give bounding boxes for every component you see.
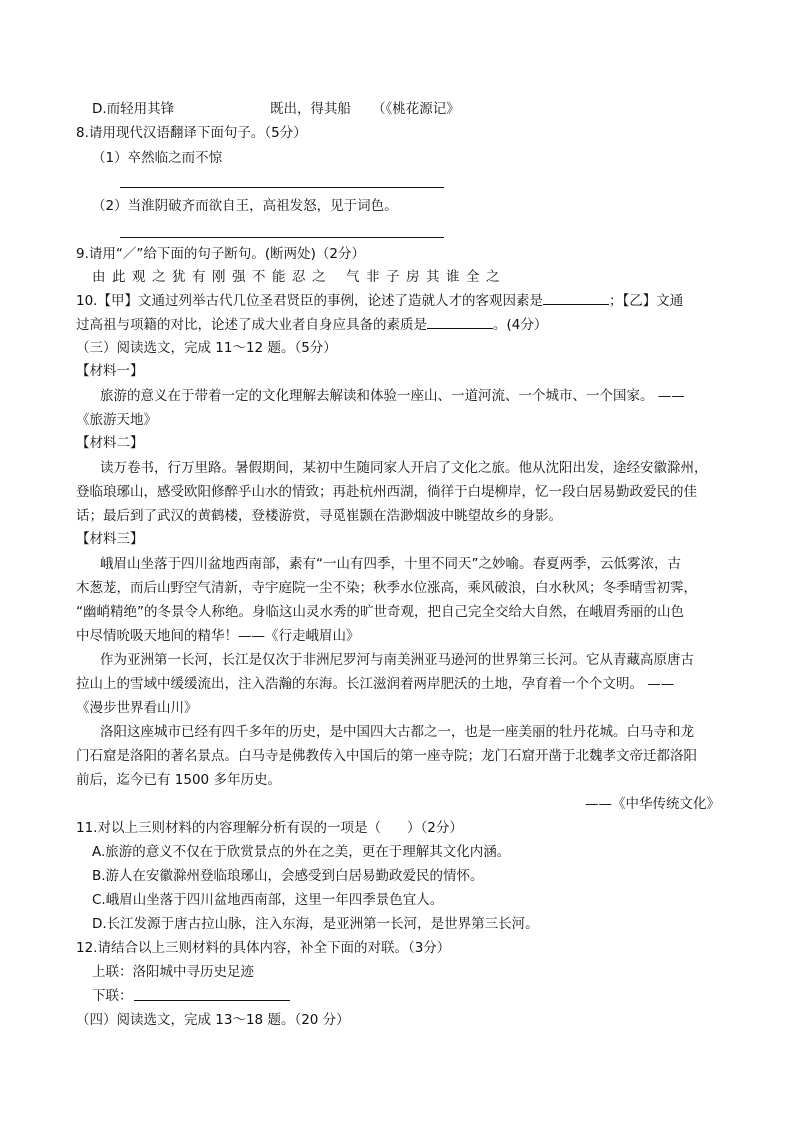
q11-option-a: A.旅游的意义不仅在于欣赏景点的外在之美，更在于理解其文化内涵。 [92, 844, 511, 860]
q11-option-c: C.峨眉山坐落于四川盆地西南部，这里一年四季景色宜人。 [92, 892, 444, 908]
material-3-line-8: 洛阳这座城市已经有四千多年的历史，是中国四大古都之一，也是一座美丽的牡丹花城。白马寺和龙 [100, 724, 694, 740]
material-3-line-10: 前后，迄今已有 1500 多年历史。 [76, 772, 281, 788]
material-3-line-4: 中尽情吮吸天地间的精华！——《行走峨眉山》 [76, 628, 360, 644]
material-3-line-5: 作为亚洲第一长河，长江是仅次于非洲尼罗河与南美洲亚马逊河的世界第三长河。它从青藏高原唐古 [100, 652, 694, 668]
material-2-line-2: 登临琅琊山，感受欧阳修醉乎山水的情致；再赴杭州西湖，徜徉于白堤柳岸，忆一段白居易勤政爱民的佳 [76, 484, 697, 500]
material-1-source: 《旅游天地》 [76, 412, 157, 428]
material-3-line-1: 峨眉山坐落于四川盆地西南部，素有“一山有四季，十里不同天”之妙喻。春夏两季，云低雾浓，古 [100, 556, 681, 572]
q8-sentence-1: （1）卒然临之而不惊 [92, 150, 223, 166]
q11-stem-tail: ）（2分） [406, 820, 463, 836]
q7-option-d-compare: 既出，得其船 [270, 101, 351, 117]
material-3-line-3: “幽峭精绝”的冬景令人称绝。身临这山灵水秀的旷世奇观，把自己完全交给大自然，在峨眉秀丽的山色 [76, 604, 684, 620]
section-3-title: （三）阅读选文，完成 11～12 题。（5分） [76, 340, 337, 356]
q11-option-d: D.长江发源于唐古拉山脉，注入东海，是亚洲第一长河，是世界第三长河。 [92, 916, 539, 932]
q8-answer-line-1[interactable] [120, 187, 444, 188]
q8-sentence-2: （2）当淮阴破齐而欲自王，高祖发怒，见于词色。 [92, 198, 398, 214]
material-3-source: ——《中华传统文化》 [585, 796, 720, 812]
material-2-label: 【材料二】 [76, 435, 144, 451]
q10-line-2 [76, 316, 547, 334]
q12-answer-line[interactable] [134, 1000, 290, 1001]
material-3-line-6: 拉山上的雪域中缓缓流出，注入浩瀚的东海。长江滋润着两岸肥沃的土地，孕育着一个个文明。 —— [76, 676, 675, 692]
material-1-label: 【材料一】 [76, 363, 144, 379]
q10-blank-1[interactable] [543, 292, 609, 305]
q12-upper-couplet: 上联：洛阳城中寻历史足迹 [92, 964, 254, 980]
q8-answer-line-2[interactable] [120, 237, 444, 238]
material-1-text: 旅游的意义在于带着一定的文化理解去解读和体验一座山、一道河流、一个城市、一个国家。 —— [100, 388, 685, 404]
q9-sentence-part-1: 由此观之犹有刚强不能忍之 [92, 269, 332, 285]
q11-stem-text: 11.对以上三则材料的内容理解分析有误的一项是（ [76, 820, 381, 836]
q10-line-2-text: 过高祖与项籍的对比，论述了成大业者自身应具备的素质是 [76, 317, 427, 333]
section-4-title: （四）阅读选文，完成 13～18 题。（20 分） [76, 1012, 350, 1028]
material-3-line-7: 《漫步世界看山川》 [76, 700, 198, 716]
q12-stem: 12.请结合以上三则材料的具体内容，补全下面的对联。（3分） [76, 940, 451, 956]
q7-option-d: D.而轻用其锋 [92, 101, 175, 117]
material-3-label: 【材料三】 [76, 531, 144, 547]
material-2-line-3: 话；最后到了武汉的黄鹤楼，登楼游赏，寻觅崔颢在浩渺烟波中眺望故乡的身影。 [76, 508, 562, 524]
q10-blank-2[interactable] [427, 316, 493, 329]
q9-stem: 9.请用“／”给下面的句子断句。(断两处)（2分） [76, 246, 365, 262]
material-3-line-2: 木葱茏，而后山野空气清新，寺宇庭院一尘不染；秋季水位涨高，乘风破浪，白水秋风；冬季晴雪初霁， [76, 580, 697, 596]
material-2-line-1: 读万卷书，行万里路。暑假期间，某初中生随同家人开启了文化之旅。他从沈阳出发，途经安徽滁州， [100, 460, 708, 476]
q10-line-1-tail: ；【乙】文通 [608, 293, 684, 309]
q8-stem: 8.请用现代汉语翻译下面句子。（5分） [76, 125, 307, 141]
q12-lower-couplet-label: 下联： [92, 988, 133, 1004]
q10-line-1 [76, 292, 683, 310]
q11-stem [76, 819, 463, 837]
q10-line-2-tail: 。(4分） [493, 317, 548, 333]
material-3-line-9: 门石窟是洛阳的著名景点。白马寺是佛教传入中国后的第一座寺院；龙门石窟开凿于北魏孝文帝迁都洛阳 [76, 748, 697, 764]
q10-line-1-text: 10.【甲】文通过列举古代几位圣君贤臣的事例，论述了造就人才的客观因素是 [76, 293, 543, 309]
q9-sentence-part-2: 气非子房其谁全之 [346, 269, 506, 285]
q7-option-d-source: （《桃花源记》 [372, 101, 460, 117]
q11-option-b: B.游人在安徽滁州登临琅琊山，会感受到白居易勤政爱民的情怀。 [92, 868, 484, 884]
